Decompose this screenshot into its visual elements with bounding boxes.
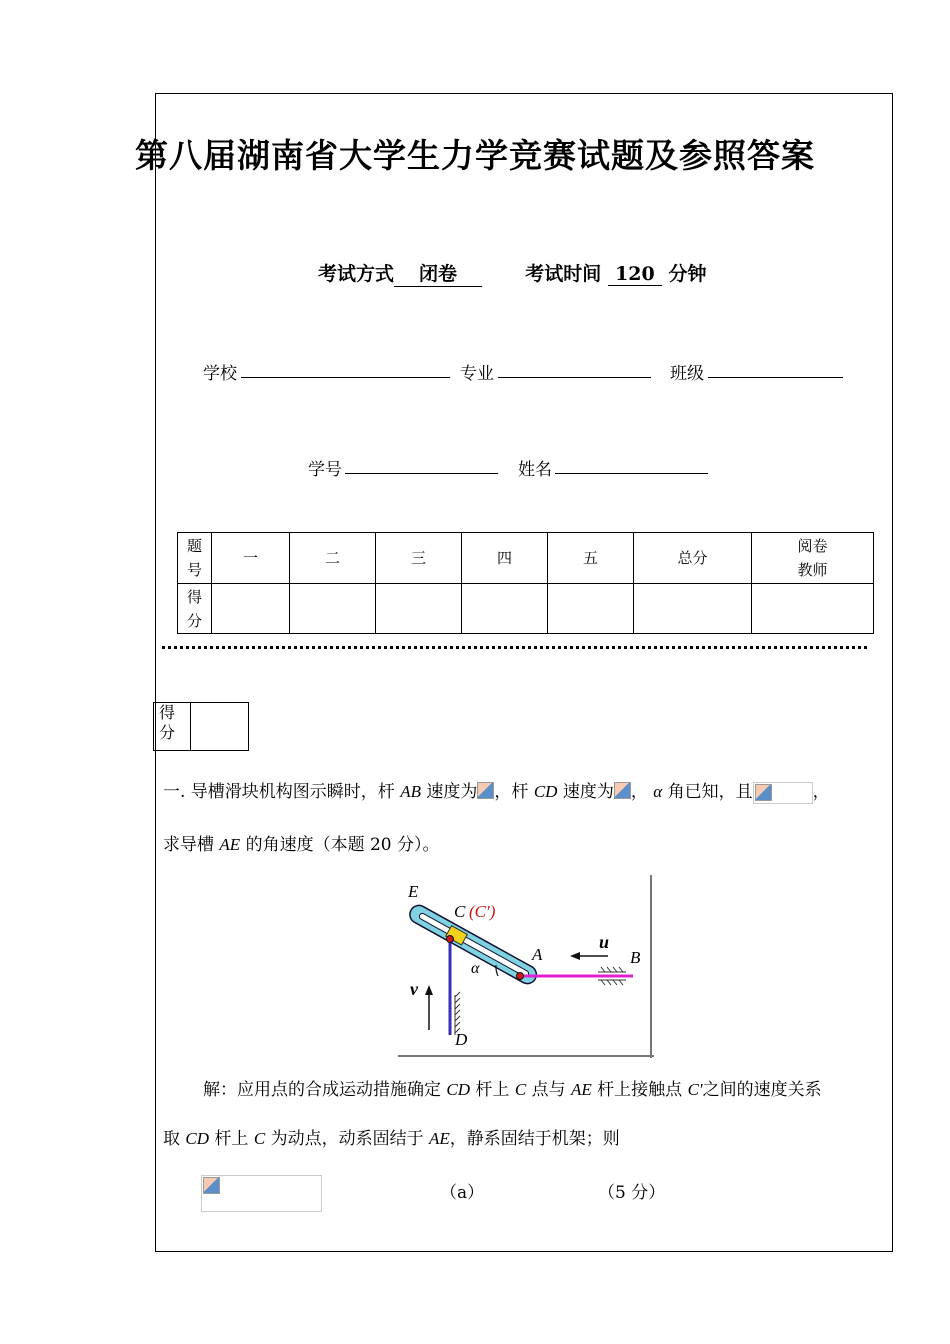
q1-text: 的角速度（本题 20 分）。 xyxy=(240,835,440,855)
grader-header-cell xyxy=(752,533,874,584)
equation-points: （5 分） xyxy=(598,1183,666,1203)
sol-text: 解：应用点的合成运动措施确定 xyxy=(203,1080,447,1100)
velocity-u-arrowhead xyxy=(570,952,580,960)
score-cell[interactable] xyxy=(752,584,874,634)
broken-image-icon xyxy=(203,1177,220,1194)
q1-cd: CD xyxy=(533,782,558,801)
q1-ab: AB xyxy=(400,782,421,801)
column-header: 一 xyxy=(212,533,290,584)
score-box-divider xyxy=(190,703,191,750)
label-alpha: α xyxy=(471,960,480,977)
row-label-cell xyxy=(178,584,212,634)
solution-line1 xyxy=(203,1075,822,1100)
q1-text: ， xyxy=(812,782,830,802)
exam-mode-label: 考试方式 xyxy=(318,263,395,285)
column-header: 四 xyxy=(462,533,548,584)
q1-alpha: α xyxy=(653,782,663,801)
exam-info xyxy=(318,259,707,287)
q1-text: 一. 导槽滑块机构图示瞬时，杆 xyxy=(163,782,401,802)
exam-time-label: 考试时间 xyxy=(525,263,602,285)
school-label: 学校 xyxy=(203,364,237,384)
sol-cd: CD xyxy=(446,1080,471,1099)
score-cell[interactable] xyxy=(290,584,376,634)
q1-text: 求导槽 xyxy=(163,835,220,855)
exam-time-unit: 分钟 xyxy=(668,263,707,285)
exam-mode-value: 闭卷 xyxy=(394,259,482,287)
equation-label: （a） xyxy=(440,1183,485,1203)
grader-label-1: 阅卷 xyxy=(797,537,828,555)
label-c: C xyxy=(454,902,466,921)
name-label: 姓名 xyxy=(518,460,552,480)
sol-text: 杆上 xyxy=(470,1080,515,1100)
sol-text: 杆上接触点 xyxy=(591,1080,688,1100)
row-label-2: 分 xyxy=(186,611,202,630)
q1-text: 速度为 xyxy=(557,782,614,802)
header-label-cell xyxy=(178,533,212,584)
q1-text: ，杆 xyxy=(494,782,534,802)
label-u: u xyxy=(599,932,610,952)
score-cell[interactable] xyxy=(462,584,548,634)
school-field[interactable] xyxy=(241,377,450,378)
broken-image-icon xyxy=(614,782,631,799)
question1-line1: 一. 导槽滑块机构图示瞬时，杆 AB 速度为 ，杆 CD 速度为 ， α 角已知，且 ， xyxy=(163,782,830,802)
label-c-prime: (C′) xyxy=(469,902,496,921)
header-label-1: 题 xyxy=(186,537,202,555)
sol-c: C xyxy=(253,1129,266,1148)
score-cell[interactable] xyxy=(548,584,634,634)
exam-time-value: 120 xyxy=(608,263,662,286)
score-cell[interactable] xyxy=(376,584,462,634)
q1-text: 速度为 xyxy=(421,782,478,802)
question1-line2 xyxy=(163,830,440,855)
q1-ae: AE xyxy=(219,835,241,854)
score-table xyxy=(177,532,874,634)
score-box-label-1: 得 xyxy=(159,703,176,722)
sol-cprime: C′ xyxy=(687,1080,703,1099)
pin-a xyxy=(517,973,524,980)
class-label: 班级 xyxy=(670,364,704,384)
student-id-label: 学号 xyxy=(308,460,342,480)
sol-text: 点与 xyxy=(526,1080,571,1100)
formula-image xyxy=(753,782,813,804)
label-e: E xyxy=(408,882,419,901)
score-box-label-2: 分 xyxy=(159,723,176,742)
label-v: v xyxy=(410,979,418,999)
sol-text: 取 xyxy=(163,1129,186,1149)
pin-c xyxy=(447,936,454,943)
broken-image-icon xyxy=(755,784,772,801)
sol-text: 为动点，动系固结于 xyxy=(265,1129,429,1149)
score-table-header-row xyxy=(178,533,874,584)
label-a: A xyxy=(532,945,543,964)
row-label-1: 得 xyxy=(186,587,202,606)
page-title: 第八届湖南省大学生力学竞赛试题及参照答案 xyxy=(135,136,815,175)
column-header: 二 xyxy=(290,533,376,584)
score-cell[interactable] xyxy=(634,584,752,634)
name-field[interactable] xyxy=(555,473,708,474)
class-field[interactable] xyxy=(708,377,843,378)
sol-cd: CD xyxy=(185,1129,210,1148)
student-id-field[interactable] xyxy=(345,473,498,474)
broken-image-icon xyxy=(477,782,494,799)
header-label-2: 号 xyxy=(186,561,202,579)
column-header: 总分 xyxy=(634,533,752,584)
label-d: D xyxy=(455,1030,468,1049)
ground-d-hatch xyxy=(455,992,460,1033)
major-label: 专业 xyxy=(460,364,494,384)
score-cell[interactable] xyxy=(212,584,290,634)
solution-line2 xyxy=(163,1124,620,1149)
mechanism-diagram xyxy=(398,875,654,1058)
score-table-score-row xyxy=(178,584,874,634)
dotted-separator xyxy=(162,636,867,649)
q1-text: 角已知，且 xyxy=(662,782,753,802)
column-header: 五 xyxy=(548,533,634,584)
sol-ae: AE xyxy=(571,1080,592,1099)
sol-text: 杆上 xyxy=(209,1129,254,1149)
major-field[interactable] xyxy=(498,377,651,378)
sol-text: ，静系固结于机架；则 xyxy=(449,1129,620,1149)
equation-image xyxy=(201,1175,322,1212)
label-b: B xyxy=(630,948,641,967)
column-header: 三 xyxy=(376,533,462,584)
score-box-label xyxy=(159,703,181,743)
grader-label-2: 教师 xyxy=(797,561,828,579)
velocity-v-arrowhead xyxy=(425,985,433,995)
sol-ae: AE xyxy=(429,1129,450,1148)
question-score-box xyxy=(153,702,249,751)
sol-c: C xyxy=(514,1080,527,1099)
sol-text: 之间的速度关系 xyxy=(702,1080,822,1100)
